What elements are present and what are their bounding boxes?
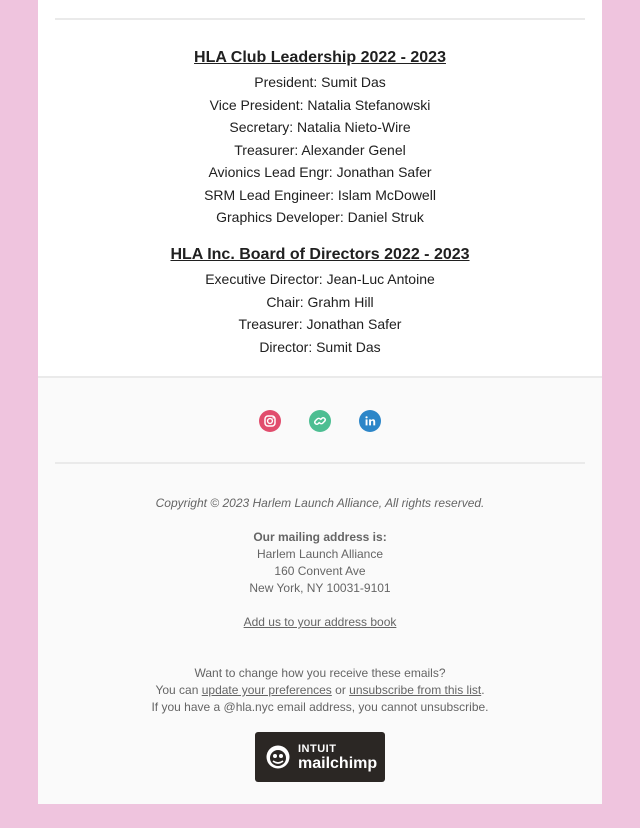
badge-line2: mailchimp (298, 755, 378, 772)
role-line: Treasurer: Jonathan Safer (238, 316, 402, 332)
role-line: President: Sumit Das (254, 74, 386, 90)
unsubscribe-note: If you have a @hla.nyc email address, you cannot unsubscribe. (151, 700, 489, 714)
role-line: Chair: Grahm Hill (266, 293, 374, 310)
address-line: 160 Convent Ave (274, 564, 366, 578)
social-links (38, 410, 602, 432)
role-line: SRM Lead Engineer: Islam McDowell (204, 186, 436, 203)
badge-line1: INTUIT (298, 743, 337, 755)
footer (38, 376, 602, 804)
add-to-address-book-link[interactable]: Add us to your address book (243, 615, 397, 629)
you-can-text: You can (155, 683, 202, 697)
mailchimp-badge[interactable] (255, 732, 385, 782)
email-body (38, 0, 602, 804)
address-line: New York, NY 10031-9101 (249, 581, 391, 595)
instagram-icon[interactable] (259, 410, 281, 432)
link-icon[interactable] (309, 410, 331, 432)
address-book-container (38, 615, 602, 629)
role-line: Treasurer: Alexander Genel (234, 141, 406, 158)
board-roles-list (38, 268, 602, 358)
club-roles-list (38, 71, 602, 229)
mailing-address-heading: Our mailing address is: (253, 530, 387, 544)
club-leadership-title: HLA Club Leadership 2022 - 2023 (194, 49, 446, 66)
change-prompt: Want to change how you receive these emails? (194, 666, 446, 680)
period-text: . (481, 683, 485, 697)
board-title: HLA Inc. Board of Directors 2022 - 2023 (170, 246, 470, 263)
address-line: Harlem Launch Alliance (256, 547, 384, 561)
role-line: Secretary: Natalia Nieto-Wire (229, 119, 411, 135)
update-preferences-link[interactable]: update your preferences (201, 683, 332, 697)
role-line: Avionics Lead Engr: Jonathan Safer (208, 164, 432, 180)
unsubscribe-link[interactable]: unsubscribe from this list (349, 683, 482, 697)
role-line: Executive Director: Jean-Luc Antoine (205, 271, 435, 287)
role-line: Director: Sumit Das (259, 338, 381, 355)
role-line: Graphics Developer: Daniel Struk (216, 209, 424, 225)
divider (55, 18, 585, 20)
preferences-line (38, 683, 602, 697)
linkedin-icon[interactable] (359, 410, 381, 432)
role-line: Vice President: Natalia Stefanowski (209, 96, 431, 113)
copyright-text: Copyright © 2023 Harlem Launch Alliance, All rights reserved. (155, 496, 485, 510)
or-text: or (331, 683, 350, 697)
divider (55, 462, 585, 464)
